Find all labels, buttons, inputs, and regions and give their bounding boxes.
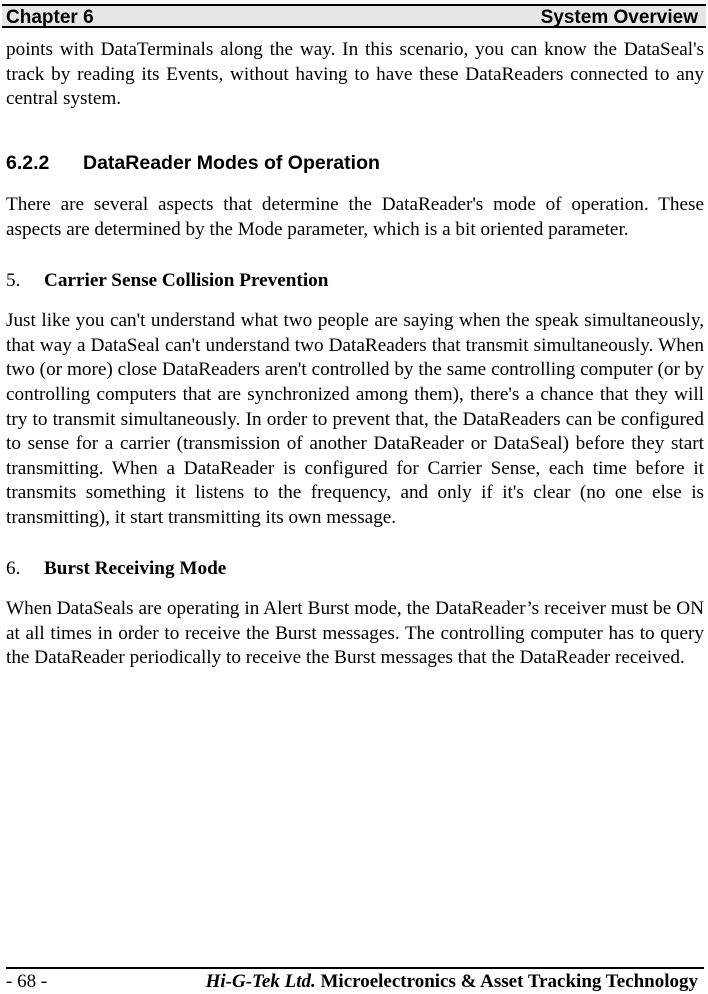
section-number: 6.2.2 xyxy=(6,151,50,174)
section-title: System Overview xyxy=(540,7,698,28)
document-body xyxy=(6,38,704,671)
subsection-paragraph: When DataSeals are operating in Alert Burst mode, the DataReader’s receiver must be ON at all times in order to receive the Burst messages. The controlling computer has to query the DataReader periodically to receive the Burst messages that the DataReader received. xyxy=(6,598,704,669)
chapter-label: Chapter 6 xyxy=(6,7,94,28)
company-tagline: Microelectronics & Asset Tracking Technology xyxy=(320,971,698,992)
subsection-title: Burst Receiving Mode xyxy=(44,557,227,579)
page-footer xyxy=(6,967,704,993)
section-heading-title: DataReader Modes of Operation xyxy=(83,151,380,174)
section-paragraph: There are several aspects that determine the DataReader's mode of operation. These aspects are determined by the Mode parameter, which is a bit oriented parameter. xyxy=(6,194,704,240)
subsection-title: Carrier Sense Collision Prevention xyxy=(44,269,329,291)
company-name: Hi-G-Tek Ltd. xyxy=(205,971,316,992)
subsection-heading xyxy=(6,557,704,582)
subsection-paragraph: Just like you can't understand what two people are saying when the speak simultaneously, that way a DataSeal can't understand two DataReaders that transmit simultaneously. When two (or more) close DataReaders aren't controlled by the same controlling computer (or by controlling computers that are synchronized among them), there's a chance that they will try to transmit simultaneously. In order to prevent that, the DataReaders can be configured to sense for a carrier (transmission of another DataReader or DataSeal) before they start transmitting. When a DataReader is configured for Carrier Sense, each time before it transmits something it listens to the frequency, and only if it's clear (no one else is transmitting), it start transmitting its own message. xyxy=(6,310,704,528)
page-header xyxy=(2,4,706,28)
subsection-number: 5. xyxy=(6,269,21,291)
section-heading xyxy=(6,151,704,176)
page-number: - 68 - xyxy=(6,971,48,992)
footer-company xyxy=(206,971,698,993)
intro-paragraph: points with DataTerminals along the way. In this scenario, you can know the DataSeal's track by reading its Events, without having to have these DataReaders connected to any central system. xyxy=(6,39,704,110)
subsection-number: 6. xyxy=(6,557,21,579)
subsection-heading xyxy=(6,269,704,294)
